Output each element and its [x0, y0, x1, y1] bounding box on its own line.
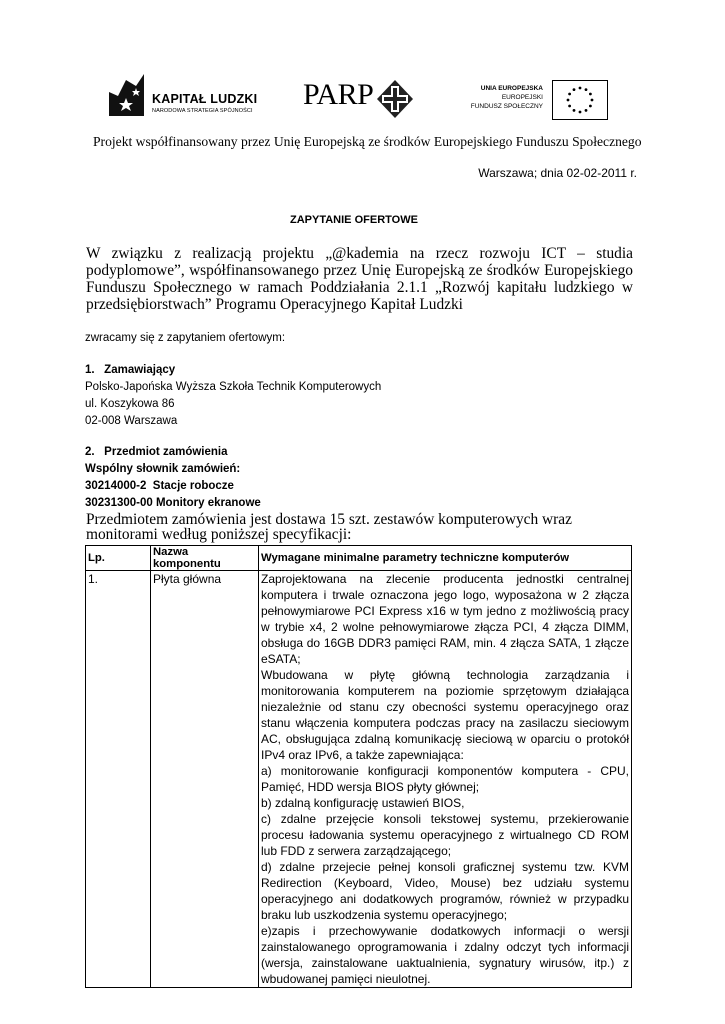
spec-table: [85, 545, 632, 988]
cofinancing-note: Projekt współfinansowany przez Unię Europejską ze środków Europejskiego Funduszu Społecznego: [93, 134, 642, 149]
request-line: zwracamy się z zapytaniem ofertowym:: [85, 332, 286, 344]
parp-arrows-icon: [377, 80, 413, 118]
section-2-code: 30214000-2 Stacje robocze: [85, 480, 234, 492]
parp-logo: [303, 78, 413, 118]
kapital-ludzki-logo: [106, 72, 276, 120]
section-1-line: 02-008 Warszawa: [85, 415, 178, 427]
eu-line-2: EUROPEJSKI: [501, 94, 543, 101]
desc-line: b) zdalną konfigurację ustawień BIOS,: [261, 796, 465, 810]
document-date: Warszawa; dnia 02-02-2011 r.: [478, 166, 637, 180]
section-2-subject: Przedmiotem zamówienia jest dostawa 15 szt. zestawów komputerowych wraz monitorami według poniższej specyfikacji:: [86, 511, 572, 543]
section-2-code: Wspólny słownik zamówień:: [85, 463, 241, 475]
table-header-row: [86, 546, 632, 571]
desc-line: c) zdalne przejęcie konsoli tekstowej systemu, przekierowanie procesu ładowania systemu operacyjnego z wirtualnego CD ROM lub FDD z serwera zarządzającego;: [261, 812, 629, 858]
eu-logo-text: [466, 84, 543, 111]
row-name: Płyta główna: [151, 571, 259, 988]
row-lp: 1.: [86, 571, 151, 988]
table-row: [86, 571, 632, 988]
document-title: ZAPYTANIE OFERTOWE: [290, 214, 418, 226]
header-params: Wymagane minimalne parametry techniczne komputerów: [259, 546, 632, 571]
intro-paragraph: W związku z realizacją projektu „@kademia na rzecz rozwoju ICT – studia podyplomowe”, współfinansowanego przez Unię Europejską ze środków Europejskiego Funduszu Społecznego w ramach Poddziałania 2.1.1 „Rozwój kapitału ludzkiego w przedsiębiorstwach” Programu Operacyjnego Kapitał Ludzki: [86, 245, 633, 313]
desc-line: Wbudowana w płytę główną technologia zarządzania i monitorowania komputerem na poziomie sprzętowym działająca niezależnie od stanu czy obecności systemu operacyjnego oraz stanu włączenia komputera podczas pracy na zasilaczu sieciowym AC, obsługująca zdalną komunikację sieciową w oparciu o protokół IPv4 oraz IPv6, a także zapewniająca:: [261, 668, 629, 762]
parp-title: PARP: [303, 78, 374, 111]
desc-line: e)zapis i przechowywanie dodatkowych informacji o wersji zainstalowanego oprogramowania i zdalny odczyt tych informacji (wersja, zainstalowane uaktualnienia, sygnatury wirusów, itp.) z wbudowanej pamięci nieulotnej.: [261, 924, 629, 986]
eu-flag-icon: [552, 80, 608, 120]
section-2-heading: 2. Przedmiot zamówienia: [85, 446, 228, 458]
row-desc: [259, 571, 632, 988]
kapital-ludzki-emblem-icon: [106, 72, 148, 118]
desc-line: Zaprojektowana na zlecenie producenta jednostki centralnej komputera i trwale oznaczona jego logo, wyposażona w 2 złącza pełnowymiarowe PCI Express x16 w tym jedno z możliwością pracy w trybie x4, 2 wolne pełnowymiarowe złącza PCI, 4 złącza DIMM, obsługa do 16GB DDR3 pamięci RAM, min. 4 złącza SATA, 1 złącze eSATA;: [261, 572, 629, 666]
section-2: [85, 444, 645, 512]
desc-line: a) monitorowanie konfiguracji komponentów komputera - CPU, Pamięć, HDD wersja BIOS płyty głównej;: [261, 764, 629, 794]
section-1-line: ul. Koszykowa 86: [85, 398, 175, 410]
header-name: Nazwa komponentu: [151, 546, 259, 571]
section-1-heading: 1. Zamawiający: [85, 364, 176, 376]
eu-line-1: UNIA EUROPEJSKA: [480, 85, 543, 92]
section-2-code: 30231300-00 Monitory ekranowe: [85, 497, 261, 509]
desc-line: d) zdalne przejecie pełnej konsoli graficznej systemu tzw. KVM Redirection (Keyboard, Video, Mouse) bez udziału systemu operacyjnego ani dodatkowych programów, również w przypadku braku lub uszkodzenia systemu operacyjnego;: [261, 860, 629, 922]
eu-line-3: FUNDUSZ SPOŁECZNY: [470, 103, 543, 110]
section-1-line: Polsko-Japońska Wyższa Szkoła Technik Komputerowych: [85, 381, 382, 393]
section-1: [85, 362, 645, 430]
kapital-ludzki-subtitle: NARODOWA STRATEGIA SPÓJNOŚCI: [152, 108, 253, 114]
header-lp: Lp.: [86, 546, 151, 571]
kapital-ludzki-title: KAPITAŁ LUDZKI: [152, 92, 258, 106]
eu-logo: [466, 80, 608, 122]
